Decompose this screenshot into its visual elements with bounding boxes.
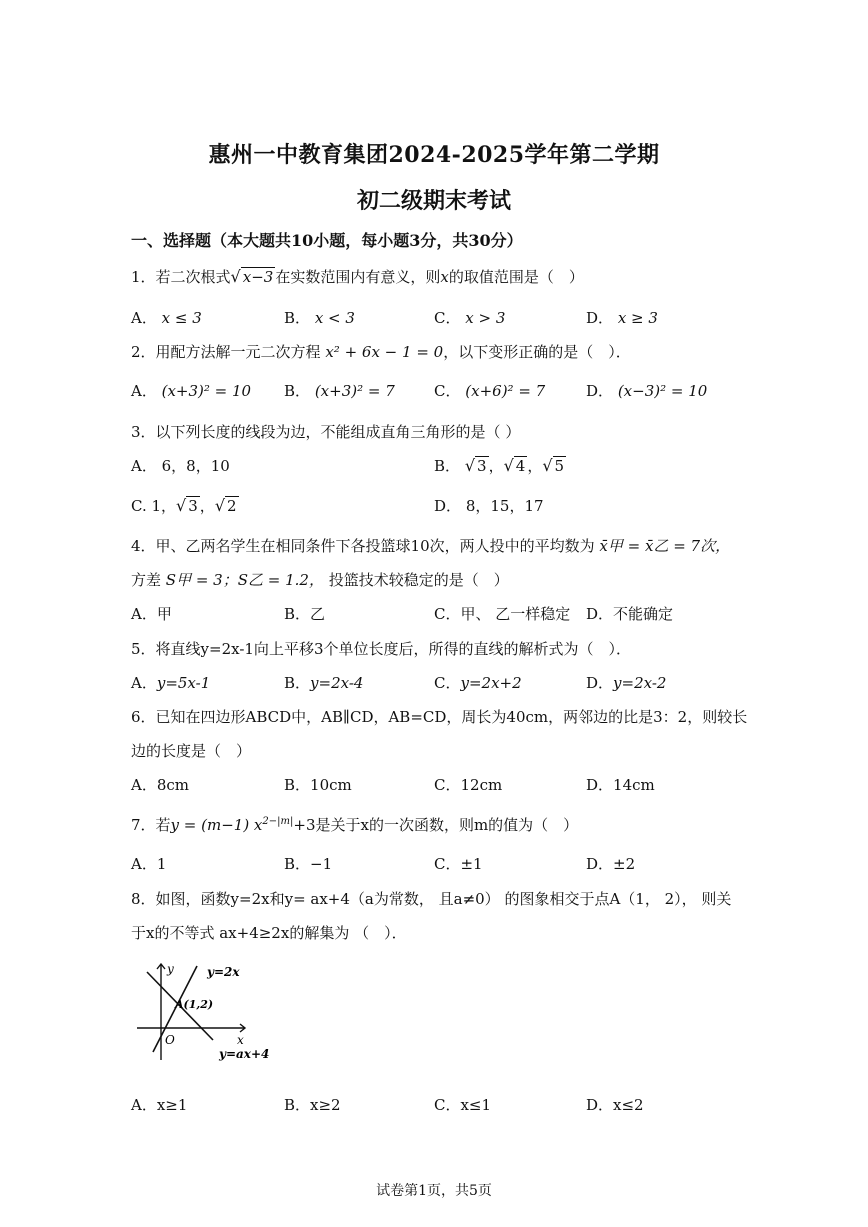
q2-a-label: A． (131, 382, 157, 400)
question-4-stem-line1 (131, 535, 730, 556)
q5-a-label: A． (131, 674, 157, 692)
question-8-stem-line1: 8．如图，函数y=2x和y= ax+4（a为常数， 且a≠0） 的图象相交于点A（1， 2）， 则关 (131, 890, 732, 908)
q8-option-b[interactable]: B．x≥2 (284, 1096, 341, 1114)
q6-option-c[interactable]: C．12cm (434, 776, 503, 794)
graph-label-line1: y=2x (207, 965, 240, 979)
q3-b-label: B． (434, 457, 461, 475)
q7-stem-b: 是关于x的一次函数，则m的值为（ ） (315, 816, 579, 834)
question-1-stem (131, 266, 584, 287)
q7-option-b[interactable]: B．−1 (284, 855, 333, 873)
q1-b-text: x < 3 (314, 309, 355, 327)
q4-average: x̄甲 = x̄乙 = 7次， (599, 537, 731, 555)
q2-b-text: (x+3)² = 7 (314, 382, 395, 400)
q2-option-c[interactable] (434, 380, 545, 401)
q3-option-b[interactable]: B． √ 3 ，√ 4 ，√ 5 (434, 456, 565, 475)
q6-option-b[interactable]: B．10cm (284, 776, 352, 794)
page-footer: 试卷第1页，共5页 (376, 1183, 492, 1199)
q5-b-text: y=2x-4 (310, 674, 364, 692)
q5-b-label: B． (284, 674, 311, 692)
question-3-stem: 3．以下列长度的线段为边，不能组成直角三角形的是（ ） (131, 423, 521, 441)
q2-option-b[interactable] (284, 380, 395, 401)
q4-option-d[interactable]: D．不能确定 (586, 605, 674, 623)
q3-c-r2: 2 (227, 497, 237, 515)
q5-option-a[interactable] (131, 672, 210, 693)
sqrt-sign: √ (214, 496, 226, 515)
question-6-stem-line1: 6．已知在四边形ABCD中，AB∥CD，AB=CD，周长为40cm，两邻边的比是3：2，则较长 (131, 708, 748, 726)
question-5-stem: 5．将直线y=2x-1向上平移3个单位长度后，所得的直线的解析式为（ ）． (131, 640, 631, 658)
q4-stem-b: 方差 (131, 571, 162, 589)
sqrt-sign: √ (542, 456, 553, 475)
q7-function-b: +3 (293, 816, 316, 834)
q2-d-text: (x−3)² = 10 (617, 382, 708, 400)
sqrt-sign: √ (230, 267, 241, 286)
q1-option-b[interactable] (284, 307, 355, 328)
graph-label-point-a: A(1,2) (175, 998, 214, 1011)
q2-stem-b: ，以下变形正确的是（ ）． (443, 343, 631, 361)
q3-b-r2: 4 (515, 457, 526, 475)
q3-b-r3: 5 (554, 457, 565, 475)
q2-a-text: (x+3)² = 10 (161, 382, 252, 400)
question-2-stem (131, 341, 631, 362)
q3-b-r1: 3 (477, 457, 487, 475)
sqrt-sign: √ (503, 456, 514, 475)
q5-c-text: y=2x+2 (460, 674, 522, 692)
question-4-stem-line2 (131, 569, 509, 590)
q4-option-a[interactable]: A．甲 (131, 605, 172, 623)
q1-stem-b: 在实数范围内有意义，则 (275, 268, 441, 286)
title-line-2: 初二级期末考试 (356, 188, 511, 214)
q8-option-a[interactable]: A．x≥1 (131, 1096, 188, 1114)
q5-a-text: y=5x-1 (156, 674, 211, 692)
q1-stem-a: 1．若二次根式 (131, 268, 231, 286)
q3-d-label: D． (434, 497, 462, 515)
q7-option-a[interactable]: A．1 (131, 855, 167, 873)
q2-c-text: (x+6)² = 7 (465, 382, 546, 400)
q5-d-text: y=2x-2 (613, 674, 667, 692)
q5-d-label: D． (586, 674, 614, 692)
q3-a-label: A． (131, 457, 157, 475)
q1-c-text: x > 3 (465, 309, 506, 327)
q1-radicand: x−3 (242, 268, 274, 286)
q2-equation: x² + 6x − 1 = 0 (325, 343, 444, 361)
q3-c-n: 1， (151, 497, 177, 515)
q5-c-label: C． (434, 674, 461, 692)
q7-stem-a: 7．若 (131, 816, 171, 834)
q3-option-a[interactable] (131, 455, 230, 476)
q3-option-c[interactable]: C. 1，√ 3 ，√ 2 (131, 496, 237, 515)
q3-d-text: 8，15，17 (465, 497, 544, 515)
question-8-stem-line2: 于x的不等式 ax+4≥2x的解集为 （ ）． (131, 924, 407, 942)
q5-option-d[interactable] (586, 672, 666, 693)
q6-option-a[interactable]: A．8cm (131, 776, 190, 794)
q4-option-c[interactable]: C．甲、 乙一样稳定 (434, 605, 571, 623)
q3-c-label: C. (131, 497, 147, 515)
q1-d-label: D． (586, 309, 614, 327)
q1-d-text: x ≥ 3 (617, 309, 658, 327)
q1-var: x (440, 268, 449, 286)
q1-option-d[interactable] (586, 307, 658, 328)
q7-option-c[interactable]: C．±1 (434, 855, 483, 873)
q3-c-r1: 3 (188, 497, 198, 515)
q7-function: y = (m−1) x (170, 816, 263, 834)
graph-label-origin: O (165, 1033, 175, 1047)
sqrt-sign: √ (176, 496, 187, 515)
graph-label-y: y (167, 962, 174, 976)
q2-b-label: B． (284, 382, 311, 400)
q4-option-b[interactable]: B．乙 (284, 605, 326, 623)
q2-option-a[interactable] (131, 380, 251, 401)
q1-a-label: A． (131, 309, 157, 327)
q5-option-b[interactable] (284, 672, 363, 693)
q3-option-d[interactable] (434, 495, 544, 516)
q3-a-text: 6，8，10 (161, 457, 230, 475)
q5-option-c[interactable] (434, 672, 522, 693)
q1-option-c[interactable] (434, 307, 505, 328)
q1-b-label: B． (284, 309, 311, 327)
section-heading: 一、选择题（本大题共10小题，每小题3分，共30分） (131, 231, 523, 250)
q8-option-c[interactable]: C．x≤1 (434, 1096, 492, 1114)
q1-a-text: x ≤ 3 (161, 309, 202, 327)
q4-variance: S甲 = 3；S乙 = 1.2， (165, 571, 324, 589)
q4-stem-c: 投篮技术较稳定的是（ ） (328, 571, 509, 589)
graph-label-x: x (237, 1033, 244, 1047)
q8-option-d[interactable]: D．x≤2 (586, 1096, 644, 1114)
q7-exponent: 2−|m| (262, 816, 294, 827)
sqrt-sign: √ (464, 456, 476, 475)
q7-option-d[interactable]: D．±2 (586, 855, 636, 873)
q1-stem-c: 的取值范围是（ ） (448, 268, 584, 286)
q2-d-label: D． (586, 382, 614, 400)
question-6-stem-line2: 边的长度是（ ） (131, 742, 252, 760)
q2-option-d[interactable] (586, 380, 707, 401)
q6-option-d[interactable]: D．14cm (586, 776, 655, 794)
question-7-stem (131, 814, 578, 835)
q1-option-a[interactable] (131, 307, 202, 328)
title-line-1: 惠州一中教育集团2024-2025学年第二学期 (208, 142, 660, 168)
function-graph (137, 960, 282, 1062)
q1-c-label: C． (434, 309, 461, 327)
q4-stem-a: 4．甲、乙两名学生在相同条件下各投篮球10次，两人投中的平均数为 (131, 537, 595, 555)
q2-c-label: C． (434, 382, 461, 400)
graph-label-line2: y=ax+4 (219, 1047, 270, 1061)
q2-stem-a: 2．用配方法解一元二次方程 (131, 343, 321, 361)
